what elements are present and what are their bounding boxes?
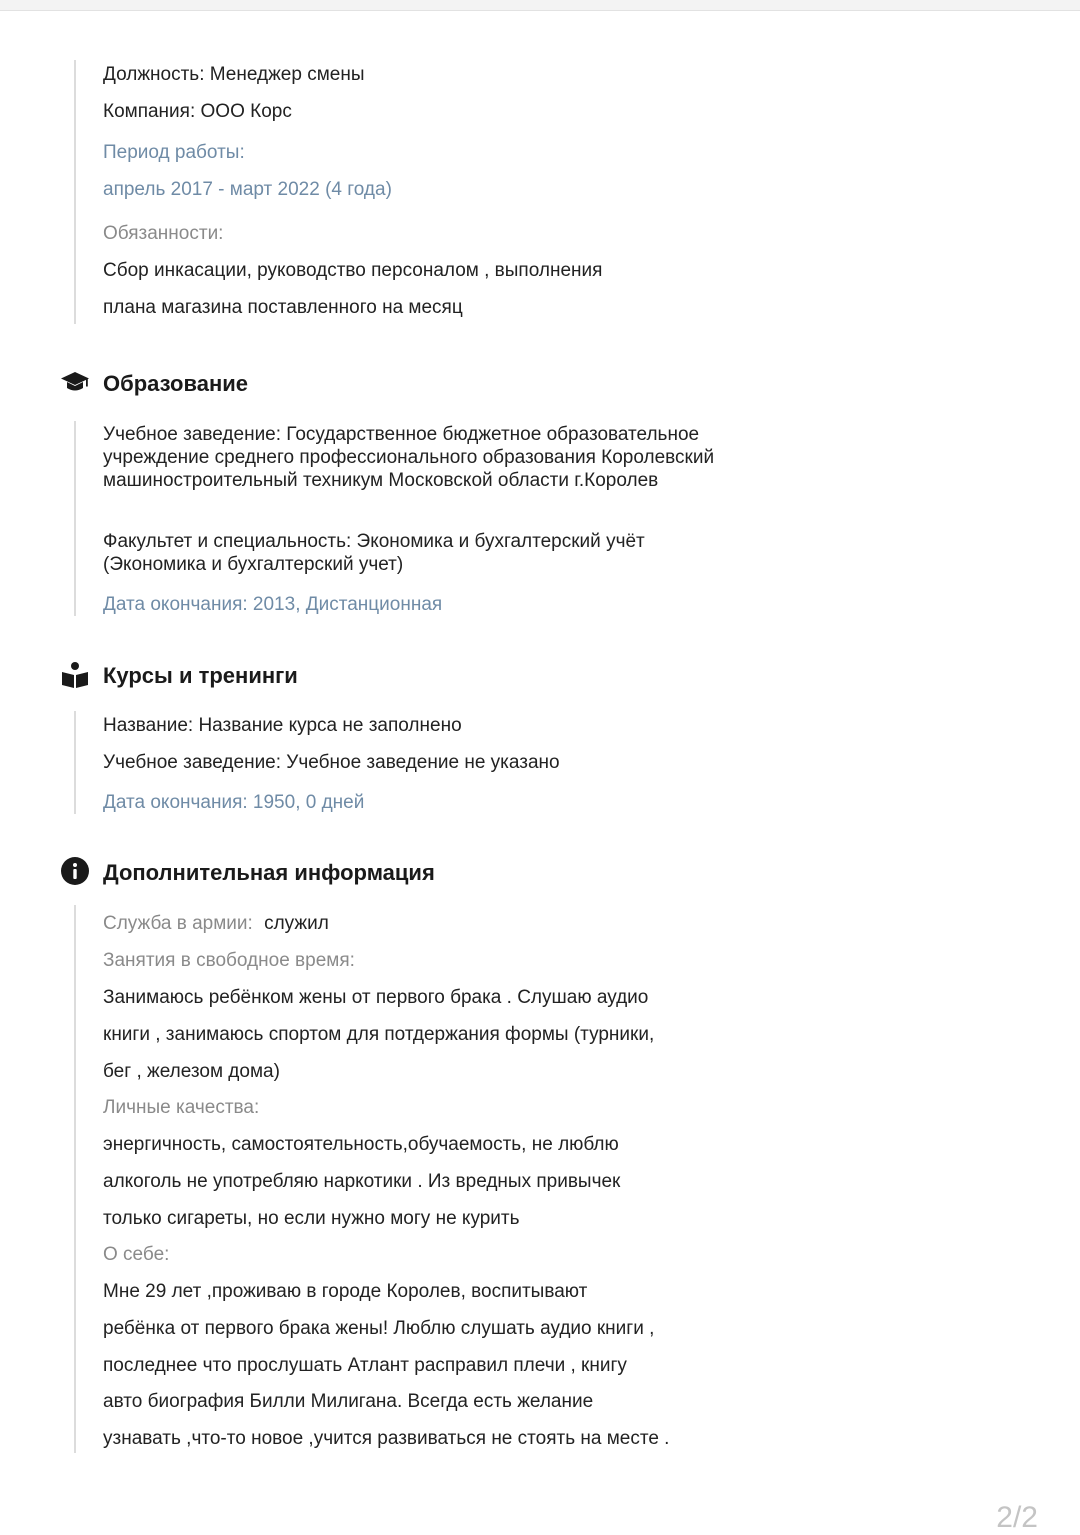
about-line-1: Мне 29 лет ,проживаю в городе Королев, воспитывают [103, 1281, 588, 1302]
experience-duties-line-2: плана магазина поставленного на месяц [103, 297, 463, 318]
hobbies-line-1: Занимаюсь ребёнком жены от первого брака . Слушаю аудио [103, 987, 649, 1008]
experience-company: Компания: ООО Корс [103, 101, 292, 122]
experience-position: Должность: Менеджер смены [103, 64, 365, 85]
qualities-line-2: алкоголь не употребляю наркотики . Из вредных привычек [103, 1171, 621, 1192]
courses-name: Название: Название курса не заполнено [103, 715, 462, 736]
courses-institution: Учебное заведение: Учебное заведение не указано [103, 752, 560, 773]
graduation-cap-icon [60, 367, 90, 397]
hobbies-line-2: книги , занимаюсь спортом для потдержания формы (турники, [103, 1024, 655, 1045]
hobbies-line-3: бег , железом дома) [103, 1061, 280, 1082]
about-line-3: последнее что прослушать Атлант расправил плечи , книгу [103, 1355, 627, 1376]
army-row [103, 912, 329, 935]
education-faculty: Факультет и специальность: Экономика и бухгалтерский учёт (Экономика и бухгалтерский учет) [103, 531, 645, 575]
about-line-5: узнавать ,что-то новое ,учится развиваться не стоять на месте . [103, 1428, 670, 1449]
page-number: 2/2 [996, 1501, 1038, 1534]
courses-heading: Курсы и тренинги [103, 663, 298, 688]
education-institution: Учебное заведение: Государственное бюджетное образовательное учреждение среднего профессионального образования Королевский машиностроительный техникум Московской области г.Королев [103, 424, 715, 491]
qualities-line-1: энергичность, самостоятельность,обучаемость, не люблю [103, 1134, 619, 1155]
army-label: Служба в армии: [103, 913, 253, 934]
experience-period-label: Период работы: [103, 142, 245, 163]
education-graduation: Дата окончания: 2013, Дистанционная [103, 594, 443, 615]
army-value: служил [264, 913, 329, 934]
experience-duties-line-1: Сбор инкасации, руководство персоналом , выполнения [103, 260, 603, 281]
qualities-line-3: только сигареты, но если нужно могу не курить [103, 1208, 520, 1229]
education-heading: Образование [103, 371, 248, 396]
hobbies-label: Занятия в свободное время: [103, 950, 355, 971]
experience-period-value: апрель 2017 - март 2022 (4 года) [103, 179, 392, 200]
about-line-4: авто биография Билли Милигана. Всегда есть желание [103, 1391, 594, 1412]
top-edge-bar [0, 0, 1080, 11]
about-label: О себе: [103, 1244, 170, 1265]
additional-heading: Дополнительная информация [103, 860, 435, 885]
experience-duties-label: Обязанности: [103, 223, 224, 244]
qualities-label: Личные качества: [103, 1097, 260, 1118]
info-icon [60, 856, 90, 886]
courses-graduation: Дата окончания: 1950, 0 дней [103, 792, 365, 813]
book-reader-icon [60, 660, 90, 690]
about-line-2: ребёнка от первого брака жены! Люблю слушать аудио книги , [103, 1318, 655, 1339]
